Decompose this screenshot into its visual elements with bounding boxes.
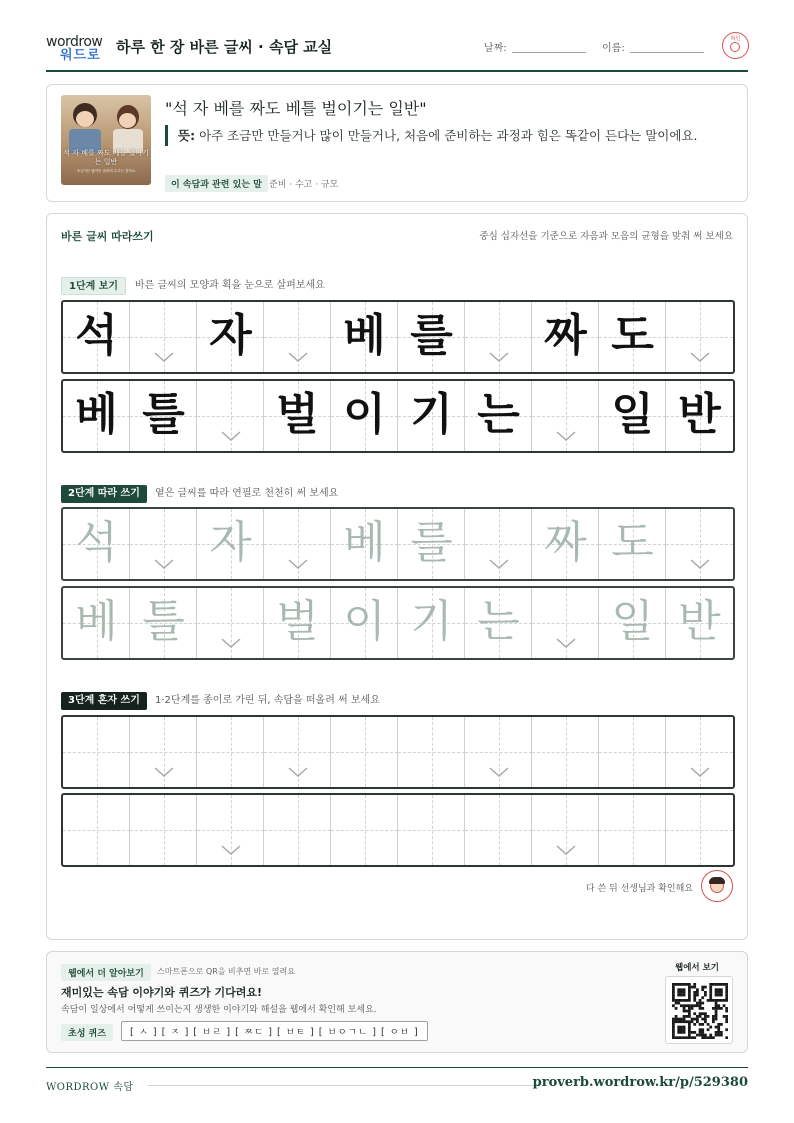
- name-label: 이름:: [602, 43, 625, 54]
- writing-cell[interactable]: [63, 795, 130, 865]
- space-mark-icon: [287, 763, 309, 775]
- space-cell: [197, 588, 264, 658]
- practice-character: 틀: [142, 389, 185, 440]
- practice-character: 일: [611, 596, 654, 647]
- writing-cell: [465, 381, 532, 451]
- check-stamp-icon: [722, 32, 749, 59]
- practice-character: 기: [410, 389, 453, 440]
- space-mark-icon: [220, 634, 242, 646]
- illustration-caption: 석 자 베를 짜도 베틀 벌이기는 일반: [63, 149, 149, 166]
- step2-row-2[interactable]: [61, 586, 735, 660]
- space-mark-icon: [153, 763, 175, 775]
- wordrow-logo: [46, 34, 108, 64]
- writing-cell[interactable]: [599, 795, 666, 865]
- space-mark-icon: [689, 763, 711, 775]
- writing-cell: [197, 302, 264, 372]
- practice-character: 틀: [142, 596, 185, 647]
- writing-cell: [264, 588, 331, 658]
- step3-row-1[interactable]: [61, 715, 735, 789]
- space-cell: [197, 381, 264, 451]
- writing-cell[interactable]: [130, 795, 197, 865]
- handwriting-practice-section: [46, 213, 748, 940]
- space-cell[interactable]: [465, 717, 532, 787]
- space-mark-icon: [488, 555, 510, 567]
- proverb-card: [46, 84, 748, 202]
- web-promo-card: [46, 951, 748, 1053]
- web-more-badge: 웹에서 더 알아보기: [61, 964, 151, 981]
- space-mark-icon: [287, 348, 309, 360]
- space-cell: [130, 509, 197, 579]
- writing-cell: [331, 588, 398, 658]
- web-headline: 재미있는 속담 이야기와 퀴즈가 기다려요!: [61, 986, 262, 999]
- practice-character: 벌: [276, 389, 319, 440]
- step1-desc: 바른 글씨의 모양과 획을 눈으로 살펴보세요: [135, 280, 325, 291]
- related-words-badge: 이 속담과 관련 있는 말: [165, 175, 268, 192]
- proverb-title: "석 자 베를 짜도 베틀 벌이기는 일반": [165, 99, 427, 118]
- writing-cell: [398, 588, 465, 658]
- practice-character: 이: [343, 596, 386, 647]
- writing-cell[interactable]: [331, 717, 398, 787]
- illustration-subcaption: 조금이든 많이든 준비의 수고는 같아요: [76, 169, 136, 173]
- space-mark-icon: [220, 427, 242, 439]
- practice-character: 석: [75, 517, 118, 568]
- practice-character: 자: [209, 310, 252, 361]
- related-words: 준비 · 수고 · 규모: [269, 180, 339, 190]
- space-mark-icon: [220, 841, 242, 853]
- meaning-label: 뜻:: [178, 128, 196, 143]
- writing-cell: [264, 381, 331, 451]
- writing-cell: [331, 381, 398, 451]
- space-cell[interactable]: [197, 795, 264, 865]
- writing-cell: [63, 302, 130, 372]
- space-mark-icon: [555, 841, 577, 853]
- space-cell: [264, 302, 331, 372]
- step2-row-1[interactable]: [61, 507, 735, 581]
- practice-character: 일: [611, 389, 654, 440]
- space-cell: [532, 588, 599, 658]
- space-cell: [666, 509, 733, 579]
- logo-korean-wordmark: 워드로: [60, 48, 101, 63]
- writing-cell: [666, 381, 733, 451]
- step2-badge: 2단계 따라 쓰기: [61, 485, 147, 503]
- practice-character: 자: [209, 517, 252, 568]
- space-cell: [666, 302, 733, 372]
- writing-cell: [599, 302, 666, 372]
- qr-code-icon[interactable]: [665, 976, 733, 1044]
- practice-character: 짜: [544, 517, 587, 568]
- step2-desc: 옅은 글씨를 따라 연필로 천천히 써 보세요: [155, 488, 339, 499]
- web-description: 속담이 일상에서 어떻게 쓰이는지 생생한 이야기와 해설을 웹에서 확인해 보세요.: [61, 1005, 377, 1015]
- writing-cell: [63, 509, 130, 579]
- writing-cell: [599, 381, 666, 451]
- writing-cell[interactable]: [197, 717, 264, 787]
- space-cell: [264, 509, 331, 579]
- step1-badge: 1단계 보기: [61, 277, 126, 295]
- practice-character: 베: [343, 517, 386, 568]
- footer-url[interactable]: proverb.wordrow.kr/p/529380: [532, 1075, 748, 1090]
- space-cell: [130, 302, 197, 372]
- space-cell: [465, 509, 532, 579]
- practice-hint: 중심 십자선을 기준으로 자음과 모음의 균형을 맞춰 써 보세요: [479, 231, 733, 242]
- writing-cell: [666, 588, 733, 658]
- practice-character: 기: [410, 596, 453, 647]
- practice-character: 이: [343, 389, 386, 440]
- footer-brand: WORDROW 속담: [46, 1082, 134, 1093]
- writing-cell[interactable]: [465, 795, 532, 865]
- writing-cell[interactable]: [331, 795, 398, 865]
- writing-cell: [599, 509, 666, 579]
- space-cell[interactable]: [666, 717, 733, 787]
- writing-cell[interactable]: [532, 717, 599, 787]
- practice-character: 베: [75, 596, 118, 647]
- writing-cell[interactable]: [666, 795, 733, 865]
- writing-cell[interactable]: [599, 717, 666, 787]
- worksheet-header: [46, 30, 748, 72]
- writing-cell: [398, 509, 465, 579]
- practice-character: 벌: [276, 596, 319, 647]
- date-label: 날짜:: [484, 43, 507, 54]
- teacher-stamp-icon: [701, 870, 733, 902]
- practice-character: 도: [611, 310, 654, 361]
- practice-character: 짜: [544, 310, 587, 361]
- step3-badge: 3단계 혼자 쓰기: [61, 692, 147, 710]
- initial-quiz-badge: 초성 퀴즈: [61, 1024, 113, 1041]
- worksheet-title: 하루 한 장 바른 글씨 · 속담 교실: [116, 38, 333, 56]
- step1-row-1: [61, 300, 735, 374]
- logo-wordmark: wordrow: [46, 34, 103, 50]
- step1-row-2: [61, 379, 735, 453]
- space-cell[interactable]: [130, 717, 197, 787]
- writing-cell[interactable]: [398, 795, 465, 865]
- step3-desc: 1·2단계를 종이로 가린 뒤, 속담을 떠올려 써 보세요: [155, 695, 380, 706]
- name-field[interactable]: [630, 52, 704, 53]
- space-mark-icon: [153, 348, 175, 360]
- meaning-text: 아주 조금만 만들거나 많이 만들거나, 처음에 준비하는 과정과 힘은 똑같이 든다는 말이에요.: [199, 128, 698, 143]
- page-footer: [46, 1067, 748, 1093]
- space-cell[interactable]: [264, 717, 331, 787]
- writing-cell: [197, 509, 264, 579]
- space-cell: [465, 302, 532, 372]
- writing-cell[interactable]: [264, 795, 331, 865]
- space-mark-icon: [555, 427, 577, 439]
- web-qr-hint: 스마트폰으로 QR을 비추면 바로 열려요: [157, 967, 295, 976]
- step3-row-2[interactable]: [61, 793, 735, 867]
- practice-character: 는: [477, 389, 520, 440]
- practice-character: 를: [410, 517, 453, 568]
- writing-cell: [398, 302, 465, 372]
- proverb-meaning: [165, 125, 725, 146]
- space-cell[interactable]: [532, 795, 599, 865]
- practice-character: 반: [678, 389, 721, 440]
- writing-cell: [465, 588, 532, 658]
- space-cell: [532, 381, 599, 451]
- qr-label: 웹에서 보기: [674, 963, 719, 973]
- practice-character: 는: [477, 596, 520, 647]
- practice-character: 베: [75, 389, 118, 440]
- practice-character: 도: [611, 517, 654, 568]
- space-mark-icon: [287, 555, 309, 567]
- practice-character: 석: [75, 310, 118, 361]
- practice-character: 반: [678, 596, 721, 647]
- writing-cell: [532, 509, 599, 579]
- space-mark-icon: [153, 555, 175, 567]
- practice-title: 바른 글씨 따라쓰기: [61, 230, 154, 243]
- writing-cell: [599, 588, 666, 658]
- proverb-illustration: [61, 95, 151, 185]
- writing-cell[interactable]: [398, 717, 465, 787]
- writing-cell: [63, 381, 130, 451]
- writing-cell[interactable]: [63, 717, 130, 787]
- writing-cell: [331, 302, 398, 372]
- initial-quiz-letters: [ ㅅ ] [ ㅈ ] [ ㅂㄹ ] [ ㅉㄷ ] [ ㅂㅌ ] [ ㅂㅇㄱㄴ ] [ ㅇㅂ ]: [121, 1021, 428, 1041]
- space-mark-icon: [689, 555, 711, 567]
- writing-cell: [398, 381, 465, 451]
- practice-character: 를: [410, 310, 453, 361]
- writing-cell: [130, 381, 197, 451]
- space-mark-icon: [689, 348, 711, 360]
- writing-cell: [532, 302, 599, 372]
- practice-character: 베: [343, 310, 386, 361]
- stamp-label: 확인: [730, 36, 741, 42]
- space-mark-icon: [488, 348, 510, 360]
- date-field[interactable]: [512, 52, 586, 53]
- writing-cell: [331, 509, 398, 579]
- space-mark-icon: [555, 634, 577, 646]
- teacher-check-note: 다 쓴 뒤 선생님과 확인해요: [585, 884, 693, 894]
- writing-cell: [130, 588, 197, 658]
- space-mark-icon: [488, 763, 510, 775]
- writing-cell: [63, 588, 130, 658]
